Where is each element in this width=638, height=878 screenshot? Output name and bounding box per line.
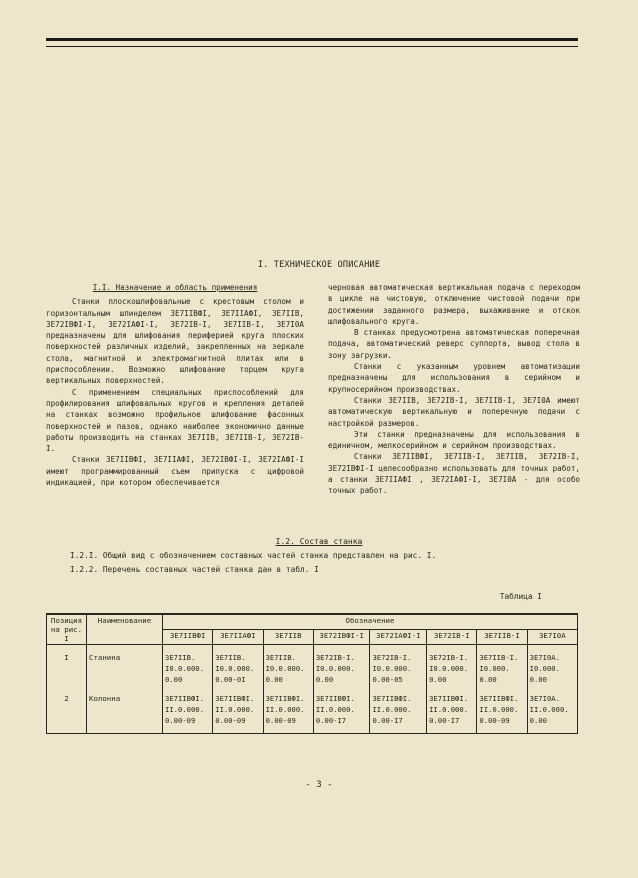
designation-cell: 3Е7IIВФI. II.0.000. 0.00-I7 — [313, 686, 370, 733]
designation-cell: 3Е7IIВФI. II.0.000. 0.00-09 — [163, 686, 213, 733]
row-position: 2 — [47, 686, 87, 733]
designation-cell: 3Е7IIВФI. II.0.000. 0.00-I7 — [370, 686, 427, 733]
subsection-1-1-heading: I.I. Назначение и область применения — [92, 283, 258, 292]
text-column-left — [46, 282, 304, 488]
top-rule-thin — [46, 46, 578, 47]
header-designation: Обозначение — [163, 614, 578, 630]
designation-cell: 3Е72IВ-I. I0.0.000. 0.00 — [313, 645, 370, 687]
text-column-right — [328, 282, 580, 497]
designation-cell: 3Е7I0А. I0.000. 0.00 — [527, 645, 577, 687]
designation-cell: 3Е72IВ-I. I0.0.000. 0.00-05 — [370, 645, 427, 687]
designation-cell: 3Е7IIВФI. II.0.000. 0.00-I7 — [427, 686, 477, 733]
item-1-2-2: I.2.2. Перечень составных частей станка дан в табл. I — [70, 565, 319, 574]
header-position: Позиция на рис. I — [47, 614, 87, 645]
model-header: 3Е7I0А — [527, 630, 577, 645]
row-name: Станина — [87, 645, 163, 687]
row-position: I — [47, 645, 87, 687]
designation-cell: 3Е7IIВ. I0.0.000. 0.00 — [263, 645, 313, 687]
table-row — [47, 645, 578, 687]
designation-cell: 3Е7IIВФI. II.0.000. 0.00-09 — [477, 686, 527, 733]
designation-cell: 3Е72IВ-I. I0.0.000. 0.00 — [427, 645, 477, 687]
paragraph: Эти станки предназначены для использования в единичном, мелкосерийном и серийном производствах. — [328, 429, 580, 451]
section-title: I. ТЕХНИЧЕСКОЕ ОПИСАНИЕ — [257, 260, 381, 270]
designation-cell: 3Е7I0А. II.0.000. 0.00 — [527, 686, 577, 733]
model-header: 3Е7IIВ-I — [477, 630, 527, 645]
designation-cell: 3Е7IIВ. I0.0.000. 0.00 — [163, 645, 213, 687]
model-header: 3Е7IIВ — [263, 630, 313, 645]
paragraph: Станки плоскошлифовальные с крестовым столом и горизонтальным шпинделем 3Е7IIВФI, 3Е7IIАФI, 3Е7IIВ, 3Е72IВФI-I, 3Е72IАФI-I, 3Е72IВ-I, 3Е7IIВ-I, 3Е7I0А предназначены для шлифования периферией круга плоских поверхностей различных изделий, закрепленных на зеркале стола, магнитной и электромагнитной плитах или в приспособлении. Возможно шлифование торцем круга вертикальных поверхностей. — [46, 297, 304, 386]
paragraph: В станках предусмотрена автоматическая поперечная подача, автоматический реверс суппорта, вывод стола в зону загрузки. — [328, 328, 580, 360]
model-header: 3Е72IАФI-I — [370, 630, 427, 645]
header-name: Наименование — [87, 614, 163, 645]
components-table — [46, 613, 578, 734]
item-1-2-1: I.2.I. Общий вид с обозначением составных частей станка представлен на рис. I. — [70, 551, 437, 560]
paragraph: Станки 3Е7IIВ, 3Е72IВ-I, 3Е7IIВ-I, 3Е7I0А имеют автоматическую вертикальную и поперечную подачи с настройкой размеров. — [328, 395, 580, 428]
subsection-1-2-heading: I.2. Состав станка — [275, 537, 363, 546]
paragraph: Станки с указанным уровнем автоматизации предназначены для использования в серийном и крупносерийном производствах. — [328, 362, 580, 394]
top-rule-thick — [46, 38, 578, 41]
designation-cell: 3Е7IIВФI. II.0.000. 0.00-09 — [213, 686, 263, 733]
table-row — [47, 686, 578, 733]
paragraph: С применением специальных приспособлений для профилирования шлифовальных кругов и крепления деталей на станках возможно профильное шлифование фасонных поверхностей и пазов, однако наиболее экономично данные работы производить на станках 3Е7IIВ, 3Е7IIВ-I, 3Е72IВ-I. — [46, 387, 304, 454]
table-caption: Таблица I — [499, 592, 542, 601]
paragraph: черновая автоматическая вертикальная подача с переходом в цикле на чистовую, отключение чистовой подачи при достижении заданного размера, выхаживание и отскок шлифовального круга. — [328, 283, 580, 326]
paragraph: Станки 3Е7IIВФI, 3Е7IIАФI, 3Е72IВФI-I, 3Е72IАФI-I имеют программированный съем припуска с цифровой индикацией, при котором обеспечивается — [46, 455, 304, 488]
paragraph: Станки 3Е7IIВФI, 3Е7IIВ-I, 3Е7IIВ, 3Е72IВ-I, 3Е72IВФI-I целесообразно использовать для точных работ, а станки 3Е7IIАФI , 3Е72IАФI-I, 3Е7I0А - для особо точных работ. — [328, 452, 580, 496]
page-number: - 3 - — [305, 780, 333, 790]
model-header: 3Е7IIАФI — [213, 630, 263, 645]
model-header: 3Е72IВФI-I — [313, 630, 370, 645]
model-header: 3Е7IIВФI — [163, 630, 213, 645]
row-name: Колонна — [87, 686, 163, 733]
designation-cell: 3Е7IIВФI. II.0.000. 0.00-09 — [263, 686, 313, 733]
model-header: 3Е72IВ-I — [427, 630, 477, 645]
designation-cell: 3Е7IIВ. I0.0.000. 0.00-0I — [213, 645, 263, 687]
designation-cell: 3Е7IIВ-I. I0.000. 0.00 — [477, 645, 527, 687]
